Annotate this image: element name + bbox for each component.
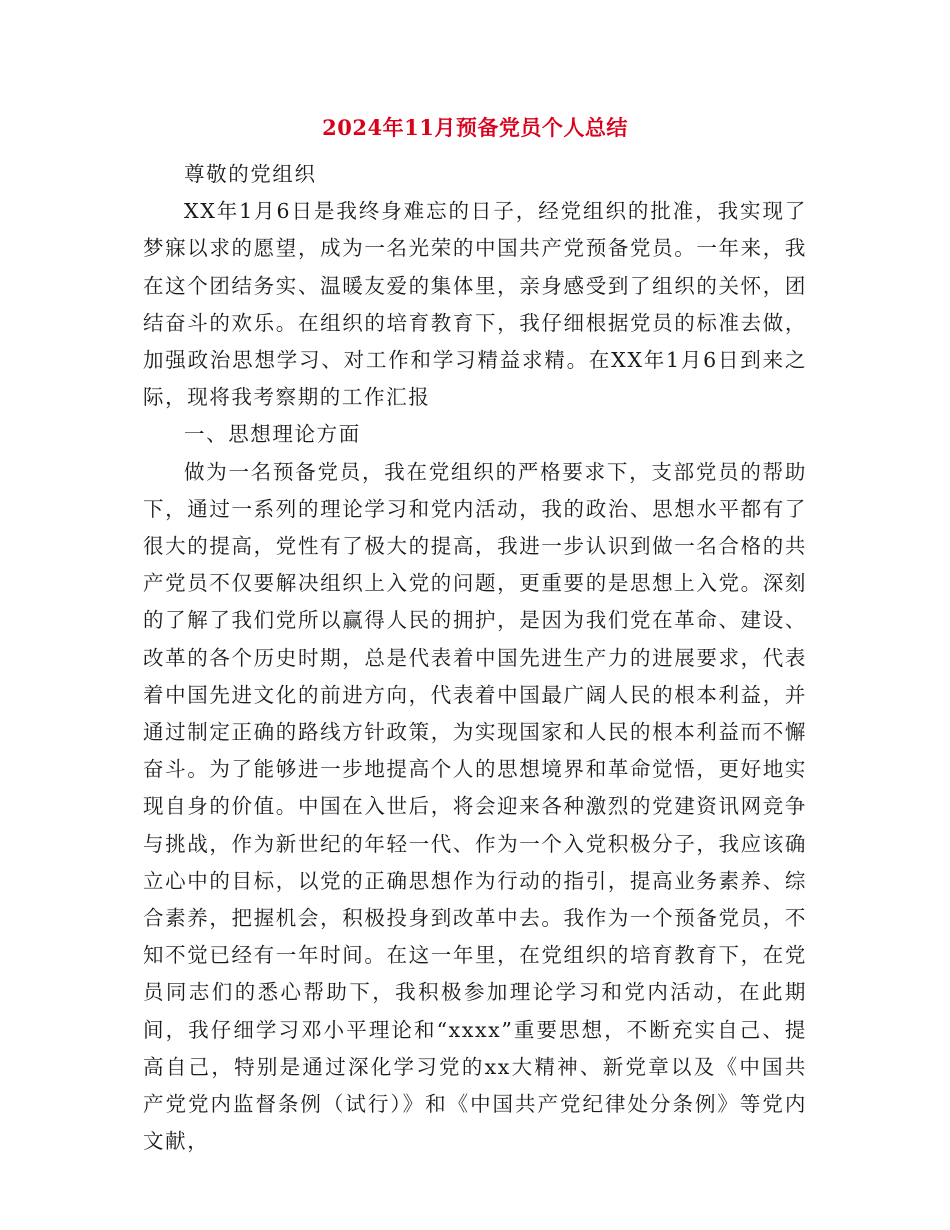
- section-heading: 一、思想理论方面: [184, 422, 361, 447]
- intro-paragraph: XX年1月6日是我终身难忘的日子，经党组织的批准，我实现了梦寐以求的愿望，成为一名光荣的中国共产党预备党员。一年来，我在这个团结务实、温暖友爱的集体里，亲身感受到了组织的关怀，团结奋斗的欢乐。在组织的培育教育下，我仔细根据党员的标准去做，加强政治思想学习、对工作和学习精益求精。在XX年1月6日到来之际，现将我考察期的工作汇报: [143, 199, 807, 410]
- body-paragraph: 做为一名预备党员，我在党组织的严格要求下，支部党员的帮助下，通过一系列的理论学习和党内活动，我的政治、思想水平都有了很大的提高，党性有了极大的提高，我进一步认识到做一名合格的共产党员不仅要解决组织上入党的问题，更重要的是思想上入党。深刻的了解了我们党所以赢得人民的拥护，是因为我们党在革命、建设、改革的各个历史时期，总是代表着中国先进生产力的进展要求，代表着中国先进文化的前进方向，代表着中国最广阔人民的根本利益，并通过制定正确的路线方针政策，为实现国家和人民的根本利益而不懈奋斗。为了能够进一步地提高个人的思想境界和革命觉悟，更好地实现自身的价值。中国在入世后，将会迎来各种激烈的党建资讯网竞争与挑战，作为新世纪的年轻一代、作为一个入党积极分子，我应该确立心中的目标，以党的正确思想作为行动的指引，提高业务素养、综合素养，把握机会，积极投身到改革中去。我作为一个预备党员，不知不觉已经有一年时间。在这一年里，在党组织的培育教育下，在党员同志们的悉心帮助下，我积极参加理论学习和党内活动，在此期间，我仔细学习邓小平理论和“xxxx”重要思想，不断充实自己、提高自己，特别是通过深化学习党的xx大精神、新党章以及《中国共产党党内监督条例（试行）》和《中国共产党纪律处分条例》等党内文献，: [143, 459, 807, 1154]
- document-body: [143, 156, 807, 1160]
- salutation-paragraph: 尊敬的党组织: [184, 162, 317, 186]
- document-title: 2024年11月预备党员个人总结: [322, 115, 628, 140]
